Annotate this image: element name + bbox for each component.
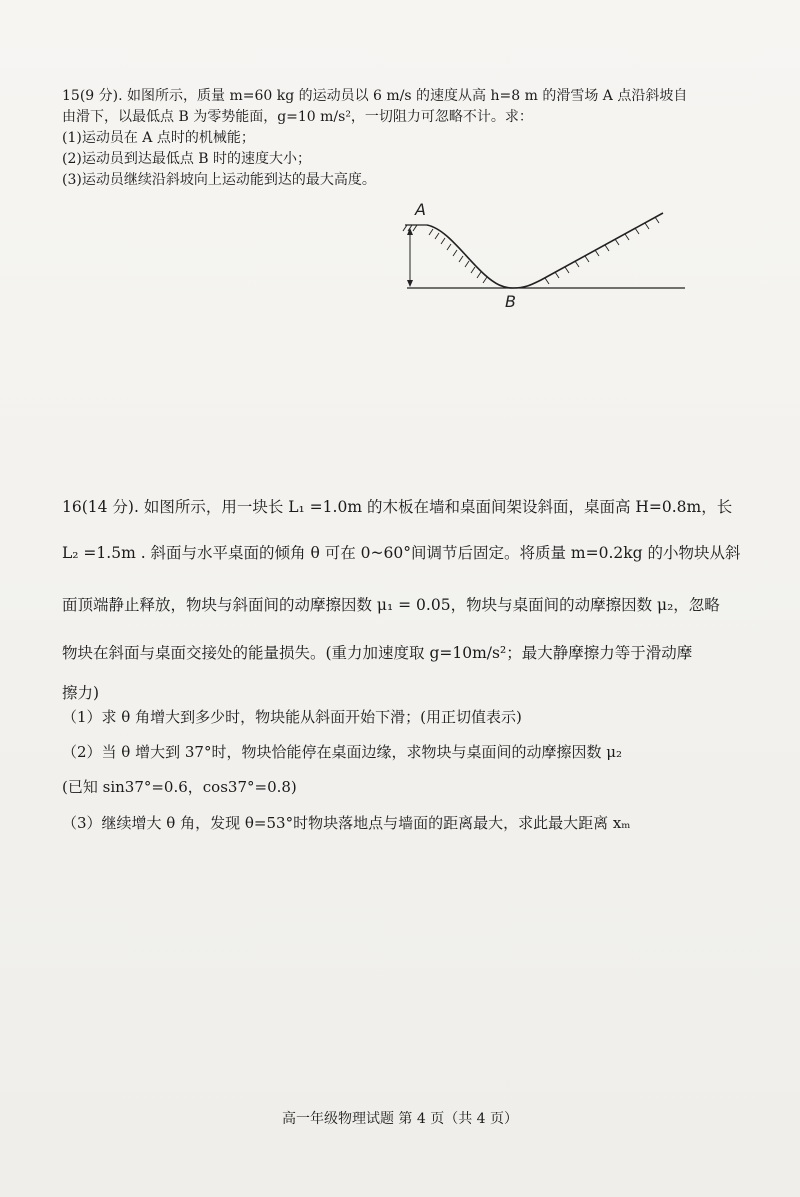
q15-item-2: (2)运动员到达最低点 B 时的速度大小； [62, 151, 312, 167]
q16-line-4: 物块在斜面与桌面交接处的能量损失。(重力加速度取 g=10m/s²；最大静摩擦力等于滑动摩 [62, 644, 693, 662]
q16-item-3: （3）继续增大 θ 角，发现 θ=53°时物块落地点与墙面的距离最大，求此最大距离 xₘ [62, 814, 631, 832]
q15-item-1: (1)运动员在 A 点时的机械能； [62, 130, 255, 146]
q15-item-3: (3)运动员继续沿斜坡向上运动能到达的最大高度。 [62, 172, 376, 188]
q15-line-2: 由滑下，以最低点 B 为零势能面，g=10 m/s²，一切阻力可忽略不计。求： [62, 109, 533, 125]
q16-item-1: （1）求 θ 角增大到多少时，物块能从斜面开始下滑；(用正切值表示) [62, 708, 522, 726]
q16-line-3: 面顶端静止释放，物块与斜面间的动摩擦因数 μ₁ = 0.05，物块与桌面间的动摩擦因数 μ₂，忽略 [62, 596, 720, 614]
ski-slope-figure [385, 195, 705, 320]
q16-line-5: 擦力) [62, 684, 100, 702]
q15-line-1: 15(9 分). 如图所示，质量 m=60 kg 的运动员以 6 m/s 的速度从高 h=8 m 的滑雪场 A 点沿斜坡自 [62, 88, 688, 104]
q16-item-2-note: (已知 sin37°=0.6，cos37°=0.8) [62, 778, 297, 796]
q16-line-2: L₂ =1.5m . 斜面与水平桌面的倾角 θ 可在 0~60°间调节后固定。将质量 m=0.2kg 的小物块从斜 [62, 544, 741, 562]
point-b-label: B [505, 292, 516, 311]
descending-slope [427, 225, 513, 288]
q16-line-1: 16(14 分). 如图所示，用一块长 L₁ =1.0m 的木板在墙和桌面间架设斜面，桌面高 H=0.8m，长 [62, 498, 733, 516]
page-footer: 高一年级物理试题 第 4 页（共 4 页） [281, 1111, 519, 1127]
ascending-slope [513, 213, 663, 288]
q16-item-2: （2）当 θ 增大到 37°时，物块恰能停在桌面边缘，求物块与桌面间的动摩擦因数 μ₂ [62, 743, 622, 761]
point-a-label: A [415, 200, 426, 219]
